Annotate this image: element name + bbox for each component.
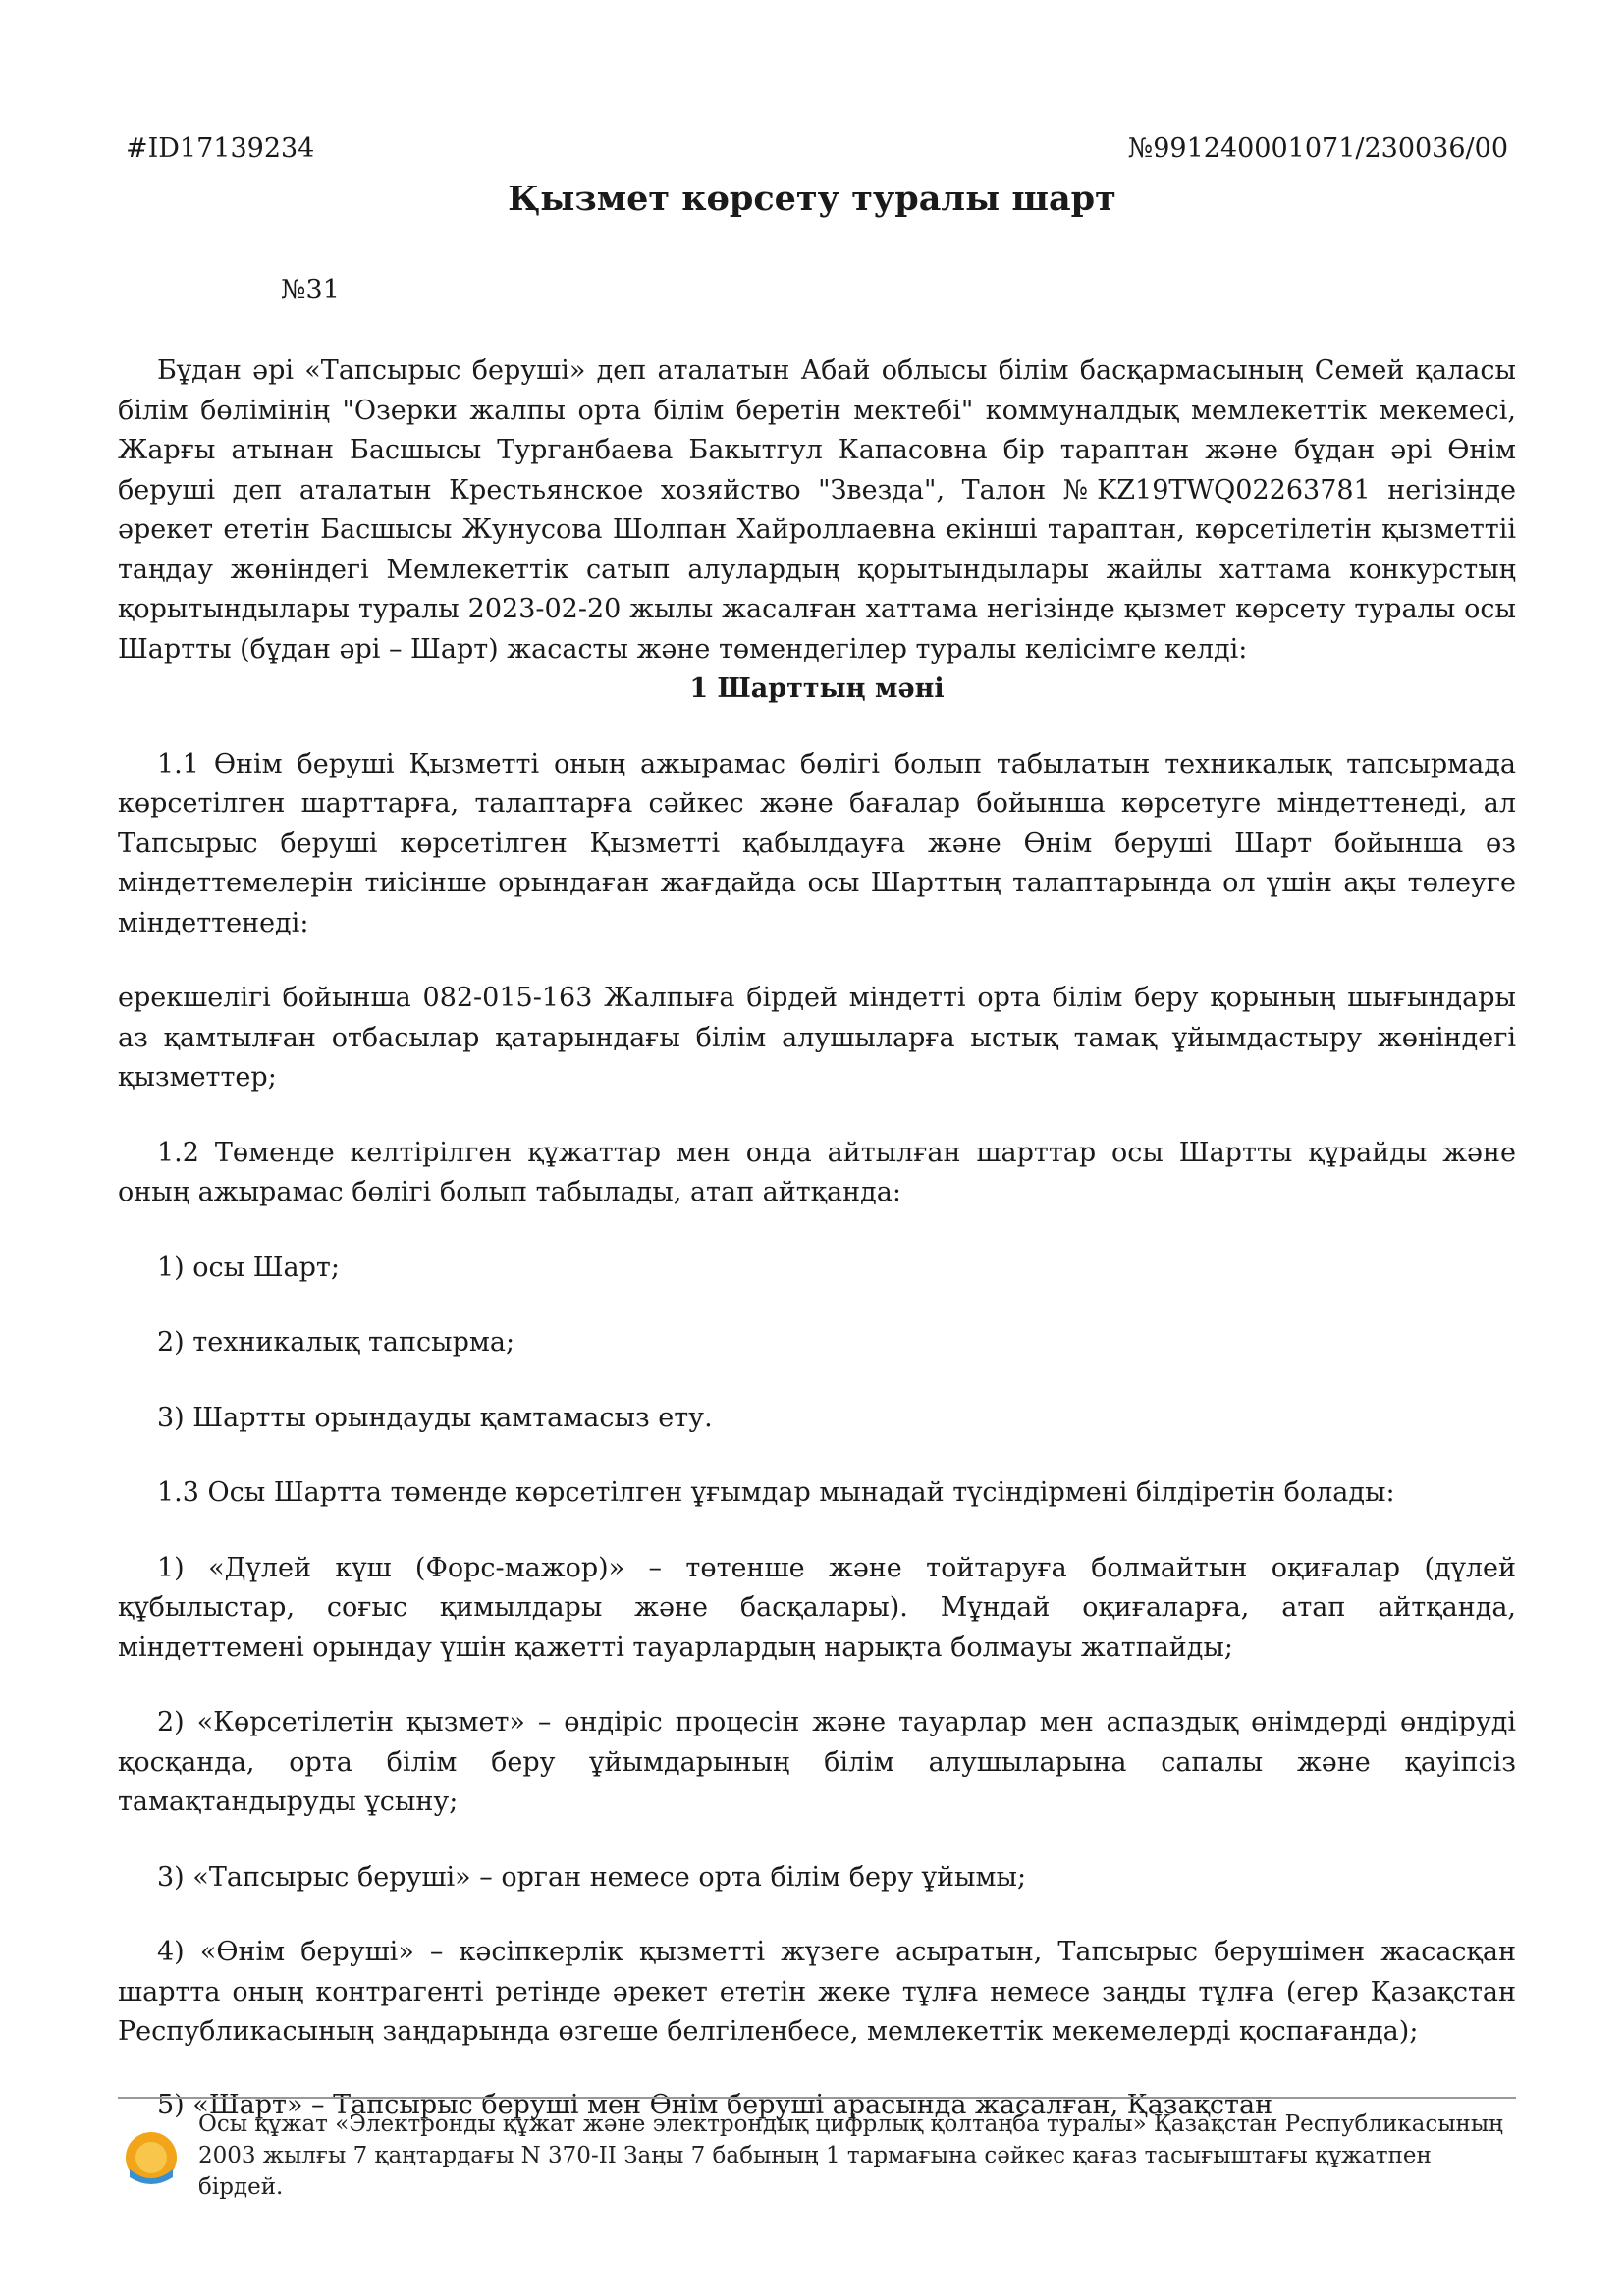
footer-legal-note: Осы құжат «Электронды құжат және электрондық цифрлық қолтаңба туралы» Қазақстан Республикасының 2003 жылғы 7 қаңтардағы N 370-II Заңы 7 бабының 1 тармағына сәйкес қағаз тасығыштағы құжатпен бірдей. [198,2111,1503,2200]
footer-divider [118,2097,1516,2099]
definition-5: 5) «Шарт» – Тапсырыс беруші мен Өнім беруші арасында жасалған, Қазақстан [157,2089,1273,2120]
clause-1-1: 1.1 Өнім беруші Қызметті оның ажырамас бөлігі болып табылатын техникалық тапсырмада көрсетілген шарттарға, талаптарға сәйкес және бағалар бойынша көрсетуге міндеттенеді, ал Тапсырыс беруші көрсетілген Қызметті қабылдауға және Өнім беруші Шарт бойынша өз міндеттемелерін тиісінше орындаған жағдайда осы Шарттың талаптарында ол үшін ақы төлеуге міндеттенеді: [118,748,1516,938]
document-list-item-1: 1) осы Шарт; [157,1252,340,1283]
document-list-item-3: 3) Шартты орындауды қамтамасыз ету. [157,1402,713,1433]
definition-4: 4) «Өнім беруші» – кәсіпкерлік қызметті жүзеге асыратын, Тапсырыс берушімен жасасқан шартта оның контрагенті ретінде әрекет ететін жеке тұлға немесе заңды тұлға (егер Қазақстан Республикасының заңдарында өзгеше белгіленбесе, мемлекеттік мекемелерді қоспағанда); [118,1937,1516,2047]
contract-number: №31 [281,275,340,305]
definition-1: 1) «Дүлей күш (Форс-мажор)» – төтенше және тойтаруға болмайтын оқиғалар (дүлей құбылыстар, соғыс қимылдары және басқалары). Мұндай оқиғаларға, атап айтқанда, міндеттемені орындау үшін қажетті тауарлардың нарықта болмауы жатпайды; [118,1552,1516,1663]
document-list-item-2: 2) техникалық тапсырма; [157,1327,515,1358]
clause-1-2: 1.2 Төменде келтірілген құжаттар мен онда айтылған шарттар осы Шартты құрайды және оның ажырамас бөлігі болып табылады, атап айтқанда: [118,1137,1516,1207]
intro-paragraph: Бұдан әрі «Тапсырыс беруші» деп аталатын Абай облысы білім басқармасының Семей қаласы білім бөлімінің "Озерки жалпы орта білім беретін мектебі" коммуналдық мемлекеттік мекемесі, Жарғы атынан Басшысы Турганбаева Бакытгул Капасовна бір тараптан және бұдан әрі Өнім беруші деп аталатын Крестьянское хозяйство "Звезда", Талон №KZ19TWQ02263781 негізінде әрекет ететін Басшысы Жунусова Шолпан Хайроллаевна екінші тараптан, көрсетілетін қызметтіі таңдау жөніндегі Мемлекеттік сатып алулардың қорытындылары жайлы хаттама конкурстың қорытындылары туралы 2023-02-20 жылы жасалған хаттама негізінде қызмет көрсету туралы осы Шартты (бұдан әрі – Шарт) жасасты және төмендегілер туралы келісімге келді: [118,355,1516,665]
state-emblem-logo-icon [124,2130,179,2185]
document-number: №991240001071/230036/00 [1127,133,1508,164]
definition-2: 2) «Көрсетілетін қызмет» – өндіріс процесін және тауарлар мен аспаздық өнімдерді өндіруді қосқанда, орта білім беру ұйымдарының білім алушыларына сапалы және қауіпсіз тамақтандыруды ұсыну; [118,1707,1516,1817]
clause-1-3: 1.3 Осы Шартта төменде көрсетілген ұғымдар мынадай түсіндірмені білдіретін болады: [157,1477,1395,1508]
service-description: ерекшелігі бойынша 082-015-163 Жалпыға бірдей міндетті орта білім беру қорының шығындары аз қамтылған отбасылар қатарындағы білім алушыларға ыстық тамақ ұйымдастыру жөніндегі қызметтер; [118,983,1516,1093]
definition-3: 3) «Тапсырыс беруші» – орган немесе орта білім беру ұйымы; [157,1861,1027,1893]
contract-body [118,351,1516,2125]
document-id: #ID17139234 [126,133,315,164]
section-1-title: 1 Шарттың мәні [689,673,945,704]
page-title: Қызмет көрсету туралы шарт [508,179,1116,219]
footer [118,2109,1516,2246]
